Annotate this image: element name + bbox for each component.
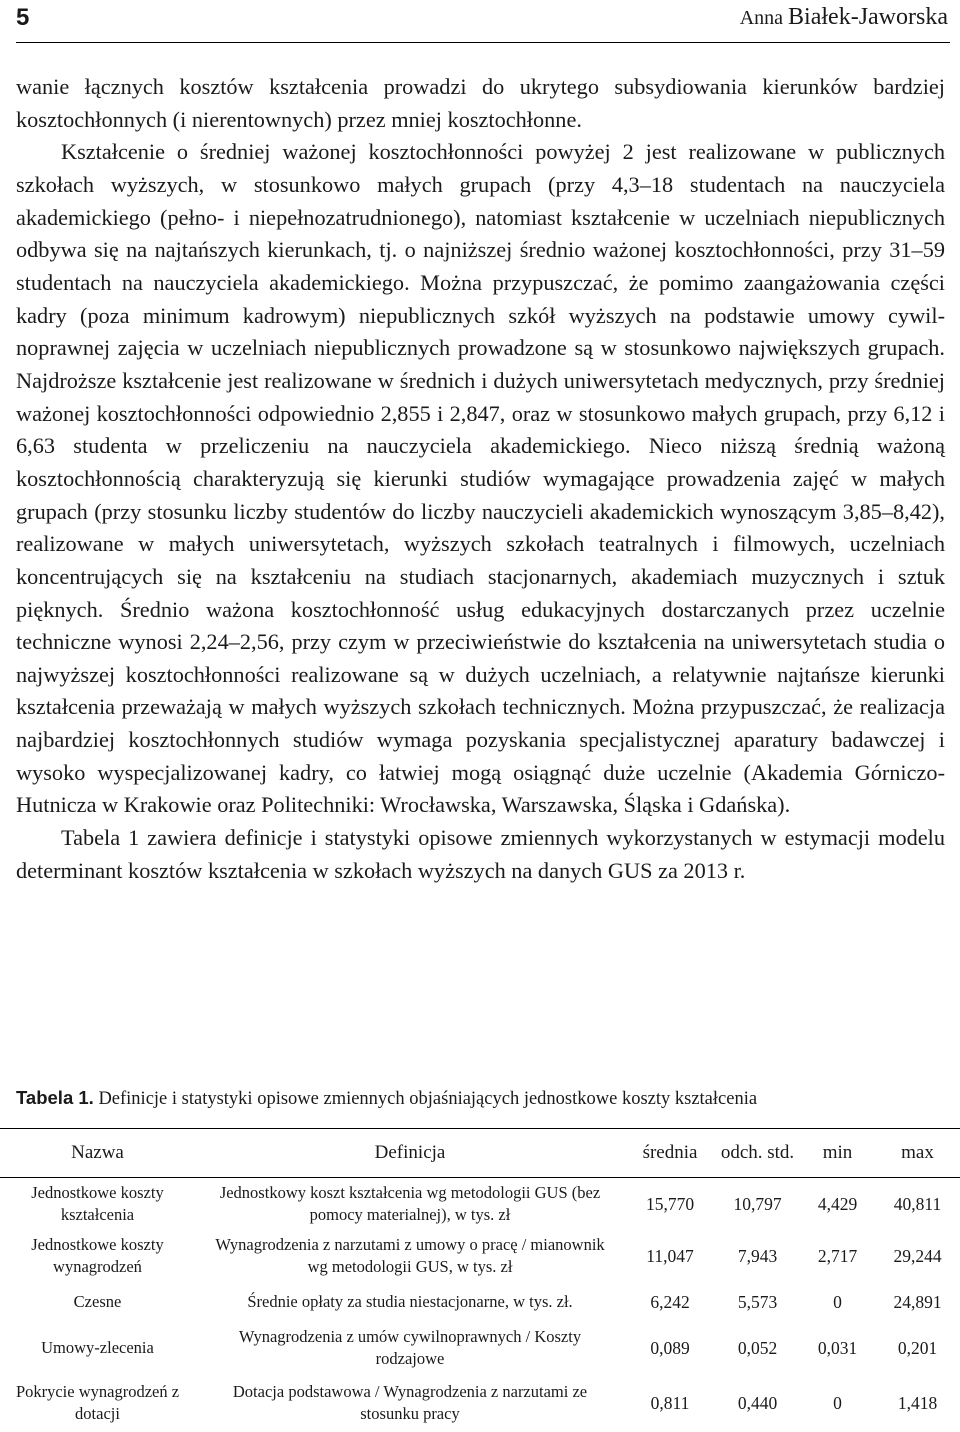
running-head-author [740, 4, 948, 31]
cell-min: 0 [833, 1292, 842, 1312]
cell-definition: Dotacja podstawowa / Wynagrodzenia z narzutami ze stosunku pracy [232, 1382, 588, 1423]
body-text [16, 71, 945, 887]
cell-name: Jednostkowe koszty kształcenia [31, 1183, 164, 1224]
header-name: Nazwa [71, 1142, 124, 1163]
statistics-table [0, 1128, 960, 1432]
cell-mean: 11,047 [646, 1246, 694, 1266]
table-row [0, 1230, 960, 1282]
paragraph-3: Tabela 1 zawiera definicje i statystyki opisowe zmiennych wykorzystanych w estymacji modelu determinant kosztów kształcenia w szkołach wyższych na danych GUS za 2013 r. [16, 825, 945, 883]
cell-name: Pokrycie wynagrodzeń z dotacji [15, 1382, 180, 1423]
cell-min: 4,429 [817, 1194, 858, 1214]
cell-definition: Wynagrodzenia z narzutami z umowy o pracę / mianownik wg metodologii GUS, w tys. zł [215, 1235, 605, 1276]
cell-definition: Jednostkowy koszt kształcenia wg metodologii GUS (bez pomocy materialnej), w tys. zł [219, 1183, 601, 1224]
table-caption-label: Tabela 1. [16, 1087, 94, 1108]
paragraph-1: wanie łącznych kosztów kształcenia prowadzi do ukrytego subsydiowania kierunków bardziej kosztochłonnych (i nierentownych) przez mniej kosztochłonne. [16, 74, 945, 132]
paragraph-2: Kształcenie o średniej ważonej kosztochłonności powyżej 2 jest realizowane w publicznych szkołach wyższych, w stosunkowo małych grupach (przy 4,3–18 studentach na nauczyciela akademickiego (pełno- i niepełnozatrudnionego), natomiast kształcenie w uczelniach niepublicznych odbywa się na najtańszych kierunkach, tj. o najniższej średnio ważonej kosztochłonności, przy 31–59 studentach na nauczyciela akademickiego. Można przypuszczać, że pomimo zaangażowania części kadry (poza minimum kadrowym) niepublicznych szkół wyższych na podstawie umowy cywilnoprawnej zajęcia w uczelniach niepublicznych prowadzone są w stosunkowo największych grupach. Najdroższe kształcenie jest realizowane w średnich i dużych uniwersytetach medycznych, przy średniej ważonej kosztochłonności odpowiednio 2,855 i 2,847, oraz w stosunkowo małych grupach, przy 6,12 i 6,63 studenta w przeliczeniu na nauczyciela akademickiego. Nieco niższą średnią ważoną kosztochłonnością charakteryzują się kierunki studiów wymagające prowadzenia zajęć w małych grupach (przy stosunku liczby studentów do liczby nauczycieli akademickich wynoszącym 3,85–8,42), realizowane w małych uniwersytetach, wyższych szkołach teatralnych i filmowych, uczelniach koncentrujących się na kształceniu na studiach stacjonarnych, akademiach muzycznych i sztuk pięknych. Średnio ważona kosztochłonność usług edukacyjnych dostarczanych przez uczelnie techniczne wynosi 2,24–2,56, przy czym w przeciwieństwie do kształcenia na uniwersytetach studia o najwyższej kosztochłonności realizowane są w dużych uczelniach, a relatywnie najtańsze kierunki kształcenia przeważają w małych wyższych szkołach technicznych. Można przypuszczać, że realizacja najbardziej kosztochłonnych studiów wymaga pozyskania specjalistycznej aparatury badawczej i wysoko wyspecjalizowanej kadry, co łatwiej mogą osiągnąć duże uczelnie (Akademia Górniczo-Hutnicza w Krakowie oraz Politechniki: Wrocławska, Warszawska, Śląska i Gdańska). [16, 139, 945, 818]
cell-min: 2,717 [817, 1246, 858, 1266]
table-caption [16, 1086, 757, 1111]
cell-sd: 10,797 [733, 1194, 782, 1214]
table-row [0, 1178, 960, 1231]
cell-min: 0,031 [817, 1338, 858, 1358]
cell-sd: 5,573 [737, 1292, 778, 1312]
cell-max: 24,891 [893, 1292, 942, 1312]
table-caption-text: Definicje i statystyki opisowe zmiennych objaśniających jednostkowe koszty kształcenia [93, 1089, 758, 1109]
cell-max: 29,244 [893, 1246, 942, 1266]
cell-sd: 0,052 [737, 1338, 778, 1358]
header-mean: średnia [642, 1142, 698, 1163]
header-definition: Definicja [374, 1142, 446, 1163]
cell-mean: 6,242 [650, 1292, 690, 1312]
cell-definition: Średnie opłaty za studia niestacjonarne, w tys. zł. [247, 1292, 573, 1311]
cell-mean: 15,770 [645, 1194, 695, 1214]
cell-min: 0 [833, 1393, 842, 1413]
header-rule [16, 42, 950, 43]
cell-name: Jednostkowe koszty wynagrodzeń [31, 1235, 164, 1276]
cell-definition: Wynagrodzenia z umów cywilnoprawnych / Koszty rodzajowe [238, 1327, 582, 1368]
header-max: max [901, 1142, 934, 1163]
table-row [0, 1322, 960, 1374]
author-first-name: Anna [739, 7, 784, 29]
header-min: min [822, 1142, 853, 1163]
table-header-row [0, 1129, 960, 1178]
page-header [0, 0, 960, 44]
cell-mean: 0,811 [650, 1393, 690, 1413]
cell-sd: 0,440 [737, 1393, 778, 1413]
cell-max: 0,201 [897, 1338, 938, 1358]
cell-mean: 0,089 [650, 1338, 690, 1358]
author-last-name: Białek-Jaworska [788, 4, 948, 30]
cell-name: Umowy-zlecenia [41, 1338, 154, 1357]
cell-max: 1,418 [897, 1393, 938, 1413]
table-row [0, 1374, 960, 1432]
table-row [0, 1282, 960, 1322]
cell-name: Czesne [73, 1292, 122, 1311]
cell-max: 40,811 [893, 1194, 942, 1214]
cell-sd: 7,943 [737, 1246, 778, 1266]
page-number: 5 [16, 4, 30, 31]
header-sd: odch. std. [720, 1142, 795, 1163]
